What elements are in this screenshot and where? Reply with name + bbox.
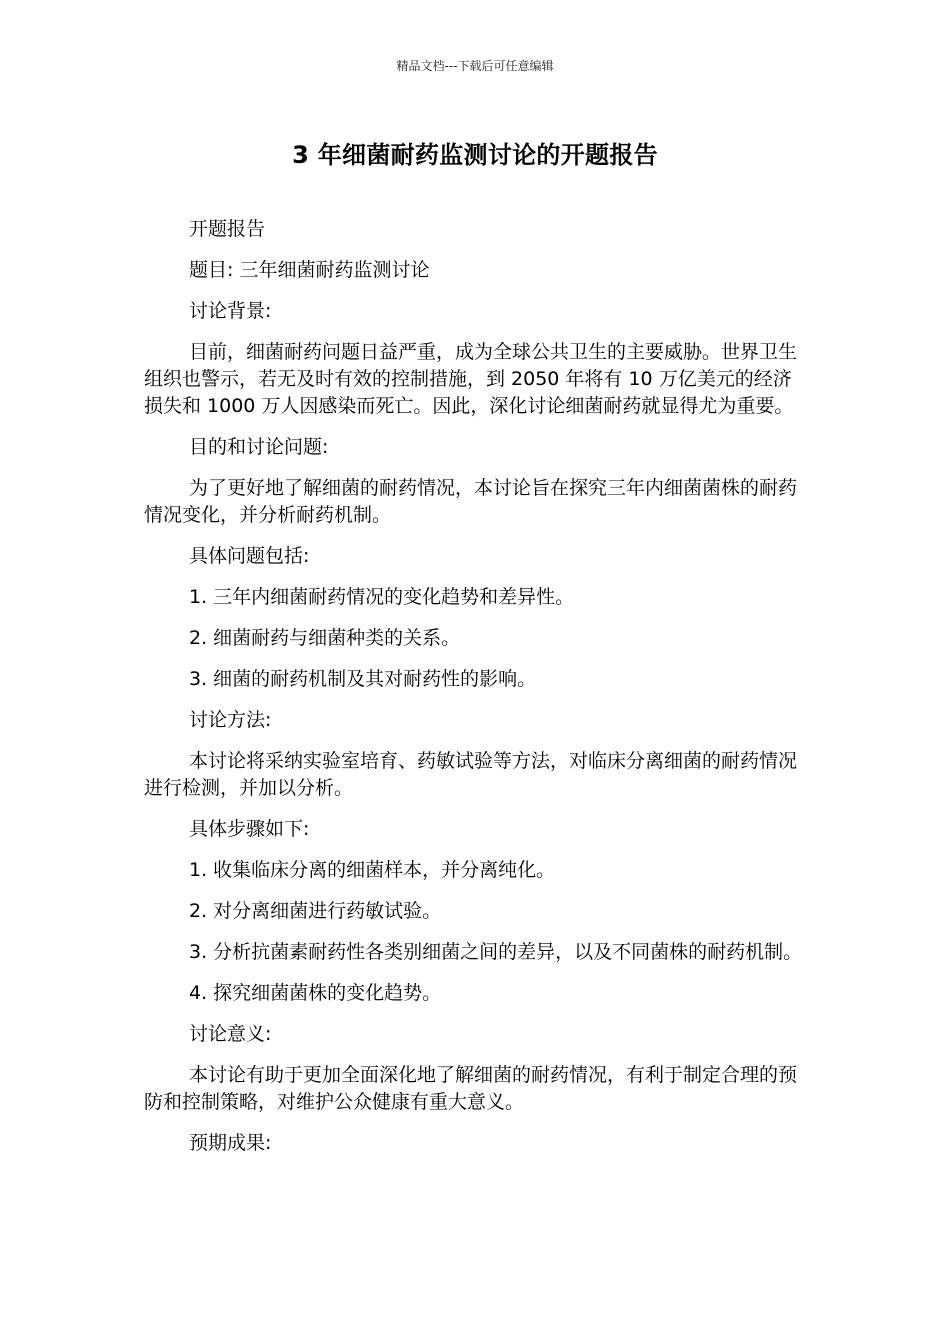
paragraph-purpose: 为了更好地了解细菌的耐药情况，本讨论旨在探究三年内细菌菌株的耐药情况变化，并分析耐药机制。 (144, 477, 798, 526)
paragraph-topic: 题目: 三年细菌耐药监测讨论 (189, 259, 430, 281)
list-item: 2. 细菌耐药与细菌种类的关系。 (189, 627, 461, 649)
page-header: 精品文档---下载后可任意编辑 (396, 59, 554, 73)
list-item: 3. 细菌的耐药机制及其对耐药性的影响。 (189, 668, 537, 690)
list-item: 1. 收集临床分离的细菌样本，并分离纯化。 (189, 859, 556, 881)
list-item: 1. 三年内细菌耐药情况的变化趋势和差异性。 (189, 586, 575, 608)
section-heading-background: 讨论背景: (189, 300, 272, 322)
document-body (144, 216, 810, 1171)
list-item: 3. 分析抗菌素耐药性各类别细菌之间的差异，以及不同菌株的耐药机制。 (189, 941, 803, 963)
paragraph-heading: 开题报告 (189, 218, 266, 240)
paragraph-background: 目前，细菌耐药问题日益严重，成为全球公共卫生的主要威胁。世界卫生组织也警示，若无及时有效的控制措施，到 2050 年将有 10 万亿美元的经济损失和 1000 万人因感染而死亡。因此，深化讨论细菌耐药就显得尤为重要。 (144, 341, 798, 417)
section-heading-outcomes: 预期成果: (189, 1132, 272, 1154)
document-title: 3 年细菌耐药监测讨论的开题报告 (292, 141, 658, 169)
paragraph-methods: 本讨论将采纳实验室培育、药敏试验等方法，对临床分离细菌的耐药情况进行检测，并加以分析。 (144, 750, 798, 799)
list-item: 2. 对分离细菌进行药敏试验。 (189, 900, 442, 922)
paragraph-significance: 本讨论有助于更加全面深化地了解细菌的耐药情况，有利于制定合理的预防和控制策略，对维护公众健康有重大意义。 (144, 1064, 798, 1113)
section-heading-questions: 具体问题包括: (189, 545, 310, 567)
section-heading-methods: 讨论方法: (189, 709, 272, 731)
section-heading-purpose: 目的和讨论问题: (189, 436, 329, 458)
section-heading-steps: 具体步骤如下: (189, 818, 310, 840)
section-heading-significance: 讨论意义: (189, 1023, 272, 1045)
list-item: 4. 探究细菌菌株的变化趋势。 (189, 982, 442, 1004)
